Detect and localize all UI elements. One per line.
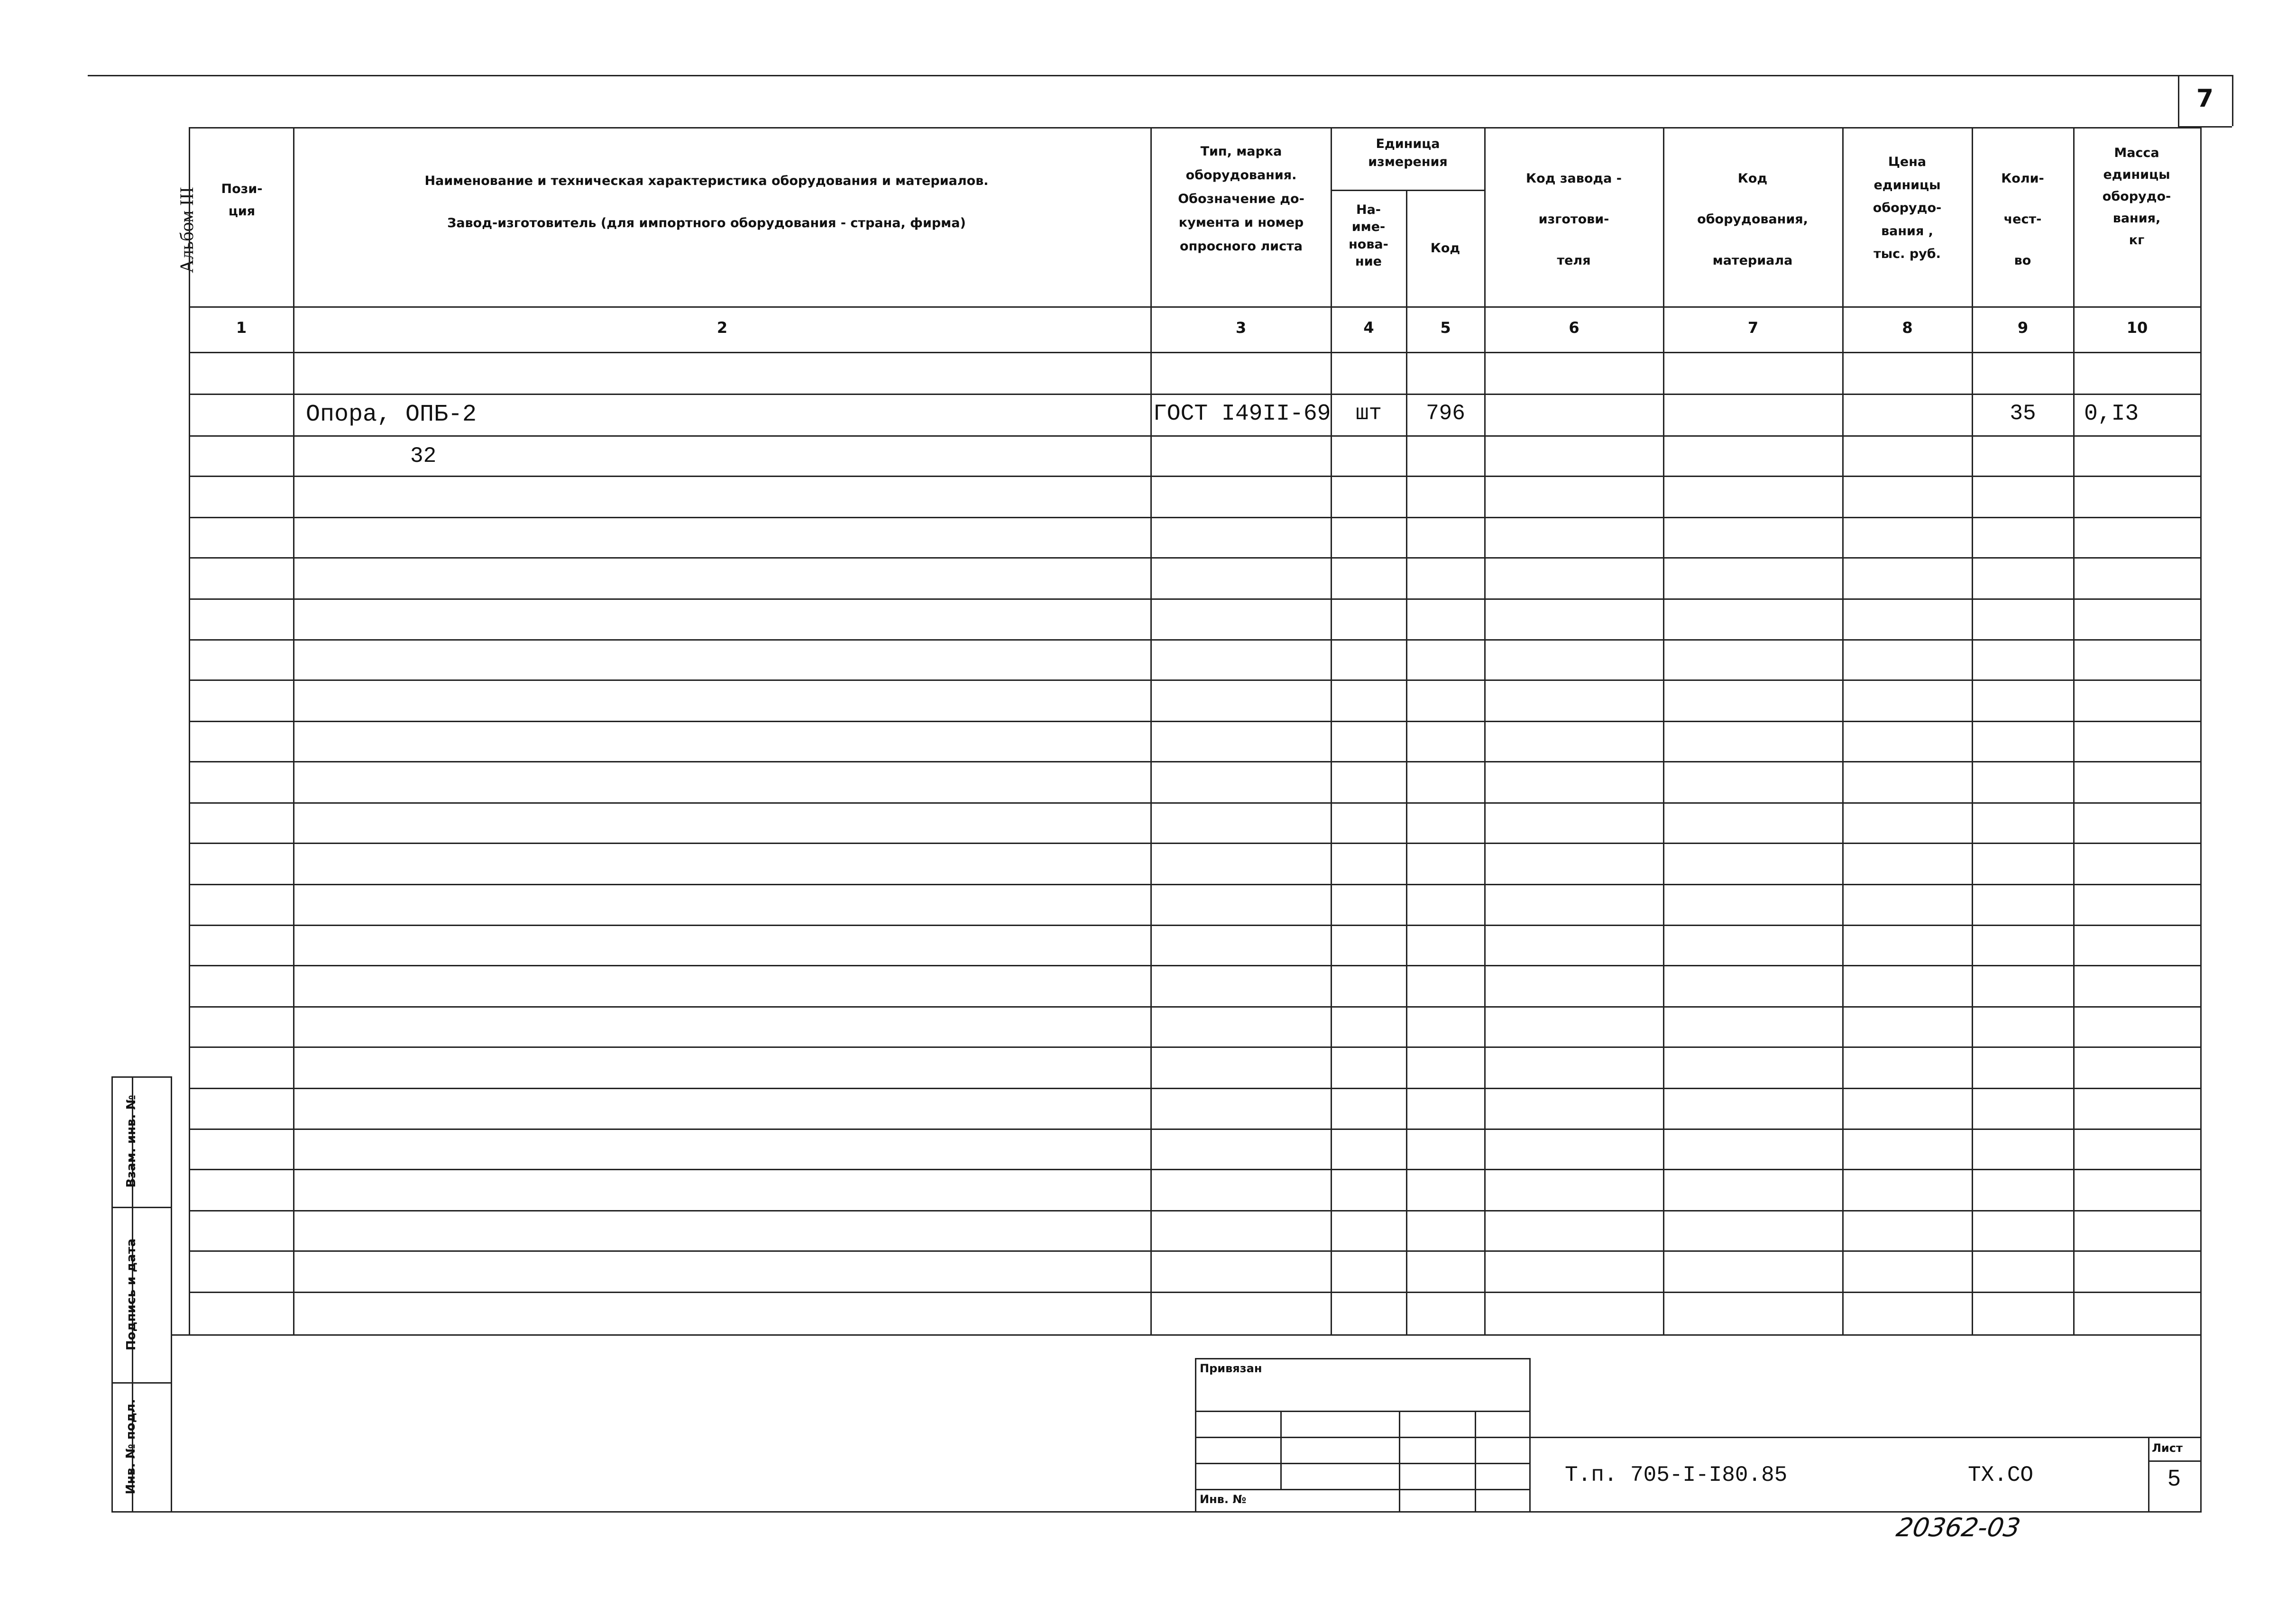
row1-code: 796 — [1426, 401, 1465, 426]
side-strip-sep1 — [111, 1207, 171, 1208]
row-line — [189, 639, 2200, 641]
row2-name: 32 — [410, 444, 437, 468]
header-name: Наименование и техническая характеристика оборудования и материалов. Завод-изготовитель (для импортного оборудования - страна, фирма) — [424, 174, 989, 231]
row-line — [189, 925, 2200, 926]
row-line — [189, 679, 2200, 681]
stamp-left — [1195, 1358, 1196, 1511]
col-sep-6 — [1663, 127, 1664, 1334]
row-line — [189, 761, 2200, 762]
side-label-podpis: Подпись и дата — [124, 1238, 138, 1351]
row-line — [189, 1088, 2200, 1089]
title-sheet-label: Лист — [2152, 1441, 2183, 1455]
stamp-privyazan: Привязан — [1200, 1362, 1262, 1375]
header-bottom — [189, 306, 2200, 308]
col-sep-1 — [293, 127, 294, 1334]
col-sep-8 — [1972, 127, 1973, 1334]
colnum-8: 8 — [1902, 319, 1913, 337]
row-line — [189, 435, 2200, 437]
header-unit-code: Код — [1430, 241, 1460, 256]
row-line — [189, 1210, 2200, 1211]
header-mass: Масса единицы оборудо- вания, кг — [2102, 146, 2171, 248]
colnum-3: 3 — [1235, 319, 1247, 337]
stamp-row1 — [1195, 1411, 1529, 1412]
title-block-top — [1529, 1437, 2200, 1438]
row-line — [189, 1046, 2200, 1048]
row-line — [189, 965, 2200, 966]
col-sep-7 — [1842, 127, 1844, 1334]
table-right-border — [2200, 127, 2202, 1513]
row-line — [189, 517, 2200, 518]
row1-mass: 0,I3 — [2084, 401, 2139, 427]
table-body-bottom — [171, 1334, 2200, 1336]
colnum-10: 10 — [2126, 319, 2148, 337]
row-line — [189, 598, 2200, 600]
stamp-col1 — [1280, 1411, 1282, 1489]
row1-unit: шт — [1355, 401, 1382, 426]
row-line — [189, 1292, 2200, 1293]
colnum-7: 7 — [1747, 319, 1759, 337]
side-strip-left — [111, 1076, 113, 1513]
stamp-right — [1529, 1358, 1531, 1511]
col-sep-2 — [1150, 127, 1152, 1334]
colnum-1: 1 — [236, 319, 247, 337]
row-line — [189, 476, 2200, 477]
album-label: Альбом III — [176, 187, 197, 273]
stamp-row4 — [1195, 1489, 1529, 1490]
stamp-row2 — [1195, 1437, 1529, 1438]
stamp-col3 — [1475, 1411, 1476, 1511]
corner-box-right — [2232, 75, 2233, 126]
header-position: Пози- ция — [221, 182, 263, 219]
side-strip-bottom — [111, 1511, 2200, 1513]
row-line — [189, 1250, 2200, 1252]
row-line — [189, 1006, 2200, 1008]
row-line — [189, 1169, 2200, 1170]
table-left-border — [189, 127, 190, 1334]
colnum-2: 2 — [716, 319, 728, 337]
row-line — [189, 394, 2200, 395]
top-border — [88, 75, 2233, 76]
side-strip-top — [111, 1076, 171, 1078]
row1-name: Опора, ОПБ-2 — [306, 401, 477, 428]
row-line — [189, 557, 2200, 559]
stamp-top — [1195, 1358, 1529, 1359]
stamp-inv-no: Инв. № — [1200, 1493, 1247, 1506]
header-factory-code: Код завода - изготови- теля — [1526, 171, 1622, 268]
unit-group-line — [1331, 190, 1484, 191]
sheet-box-mid — [2148, 1460, 2200, 1462]
stamp-row3 — [1195, 1463, 1529, 1464]
sheet-corner-number: 7 — [2196, 84, 2214, 113]
title-doc-code: Т.п. 705-I-I80.85 — [1565, 1463, 1788, 1487]
header-price: Цена единицы оборудо- вания , тыс. руб. — [1873, 155, 1942, 262]
row-line — [189, 721, 2200, 722]
row-line — [189, 1129, 2200, 1130]
colnum-5: 5 — [1440, 319, 1451, 337]
side-strip-right — [171, 1076, 172, 1513]
colnum-bottom — [189, 352, 2200, 353]
header-type: Тип, марка оборудования. Обозначение до- кумента и номер опросного листа — [1178, 144, 1304, 254]
row1-quantity: 35 — [2010, 401, 2036, 426]
row-line — [189, 802, 2200, 804]
row-line — [189, 843, 2200, 844]
title-sheet-code: ТХ.СО — [1968, 1463, 2034, 1487]
col-sep-5 — [1484, 127, 1486, 1334]
side-label-vzam: Взам. инв. № — [124, 1095, 138, 1188]
col-sep-9 — [2073, 127, 2075, 1334]
footer-handwritten-number: 20362-03 — [1894, 1513, 2023, 1542]
colnum-6: 6 — [1569, 319, 1580, 337]
header-unit-name: На- име- нова- ние — [1349, 202, 1388, 269]
title-sheet-number: 5 — [2167, 1466, 2181, 1491]
header-quantity: Коли- чест- во — [2001, 171, 2044, 268]
row1-doc: ГОСТ I49II-69 — [1153, 401, 1331, 427]
side-strip-sep2 — [111, 1382, 171, 1384]
table-top-border — [189, 127, 2200, 128]
row-line — [189, 884, 2200, 885]
colnum-9: 9 — [2017, 319, 2029, 337]
stamp-col2 — [1399, 1411, 1400, 1511]
colnum-4: 4 — [1363, 319, 1374, 337]
header-equipment-code: Код оборудования, материала — [1697, 171, 1808, 268]
col-sep-3 — [1331, 127, 1332, 1334]
header-unit-group: Единица измерения — [1368, 137, 1448, 169]
side-label-inv-podl: Инв. № подл. — [124, 1399, 138, 1495]
